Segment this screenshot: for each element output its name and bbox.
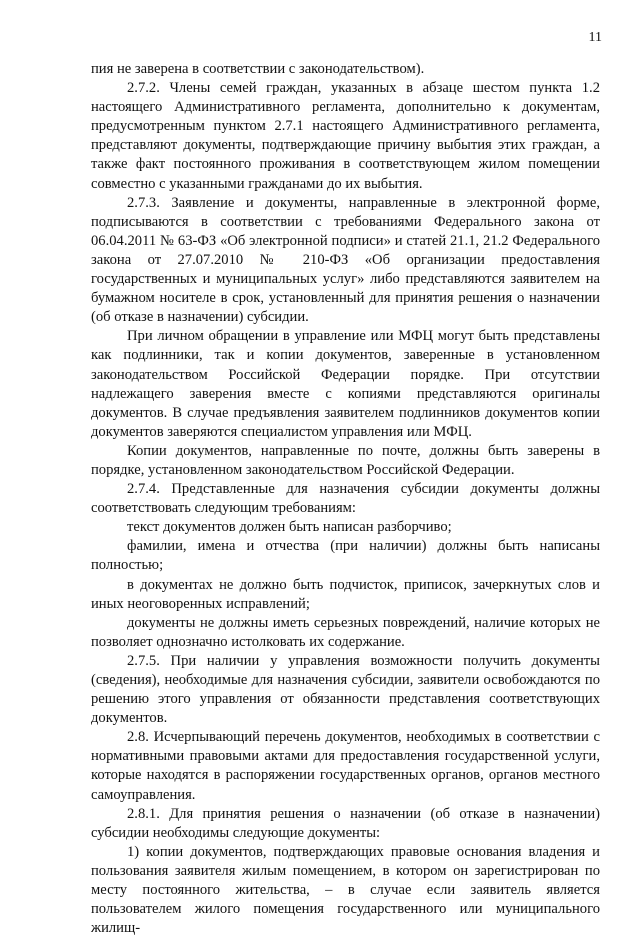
paragraph: 2.7.2. Члены семей граждан, указанных в абзаце шестом пункта 1.2 настоящего Административного регламента, дополнительно к документам, предусмотренным пунктом 2.7.1 настоящего Административного регламента, представляют документы, подтверждающие причину выбытия этих граждан, а также факт постоянного проживания в соответствующем жилом помещении совместно с указанными гражданами до их выбытия. — [91, 80, 600, 192]
paragraph: 2.7.4. Представленные для назначения субсидии документы должны соответствовать следующим требованиям: — [91, 481, 600, 517]
paragraph: 2.8. Исчерпывающий перечень документов, необходимых в соответствии с нормативными правовыми актами для предоставления государственной услуги, которые находятся в распоряжении государственных органов, органов местного самоуправления. — [91, 729, 600, 803]
paragraph: 2.7.3. Заявление и документы, направленные в электронной форме, подписываются в соответствии с требованиями Федерального закона от 06.04.2011 № 63-ФЗ «Об электронной подписи» и статей 21.1, 21.2 Федерального закона от 27.07.2010 № 210-ФЗ «Об организации предоставления государственных и муниципальных услуг» либо представляются заявителем на бумажном носителе в срок, установленный для принятия решения о назначении (об отказе в назначении) субсидии. — [91, 194, 600, 326]
paragraph: 2.7.5. При наличии у управления возможности получить документы (сведения), необходимые для назначения субсидии, заявители освобождаются по решению этого управления от обязанности представления соответствующих документов. — [91, 652, 600, 727]
paragraph: 1) копии документов, подтверждающих правовые основания владения и пользования заявителя жилым помещением, в котором он зарегистрирован по месту постоянного жительства, – в случае если заявитель является пользователем жилого помещения государственного или муниципального жилищ- — [91, 843, 600, 937]
paragraph: При личном обращении в управление или МФЦ могут быть представлены как подлинники, так и копии документов, заверенные в установленном законодательством Российской Федерации порядке. При отсутствии надлежащего заверения вместе с копиями представляются оригиналы документов. В случае предъявления заявителем подлинников документов копии документов заверяются специалистом управления или МФЦ. — [91, 328, 600, 440]
paragraph: в документах не должно быть подчисток, приписок, зачеркнутых слов и иных неоговоренных исправлений; — [91, 576, 600, 612]
page-number: 11 — [588, 30, 602, 45]
paragraph: пия не заверена в соответствии с законодательством). — [91, 61, 425, 77]
paragraph: текст документов должен быть написан разборчиво; — [127, 519, 452, 536]
document-body — [91, 60, 600, 938]
paragraph: документы не должны иметь серьезных повреждений, наличие которых не позволяет однозначно истолковать их содержание. — [91, 614, 600, 650]
paragraph: Копии документов, направленные по почте, должны быть заверены в порядке, установленном законодательством Российской Федерации. — [91, 442, 600, 478]
paragraph: 2.8.1. Для принятия решения о назначении (об отказе в назначении) субсидии необходимы следующие документы: — [91, 805, 600, 841]
paragraph: фамилии, имена и отчества (при наличии) должны быть написаны полностью; — [91, 538, 600, 574]
